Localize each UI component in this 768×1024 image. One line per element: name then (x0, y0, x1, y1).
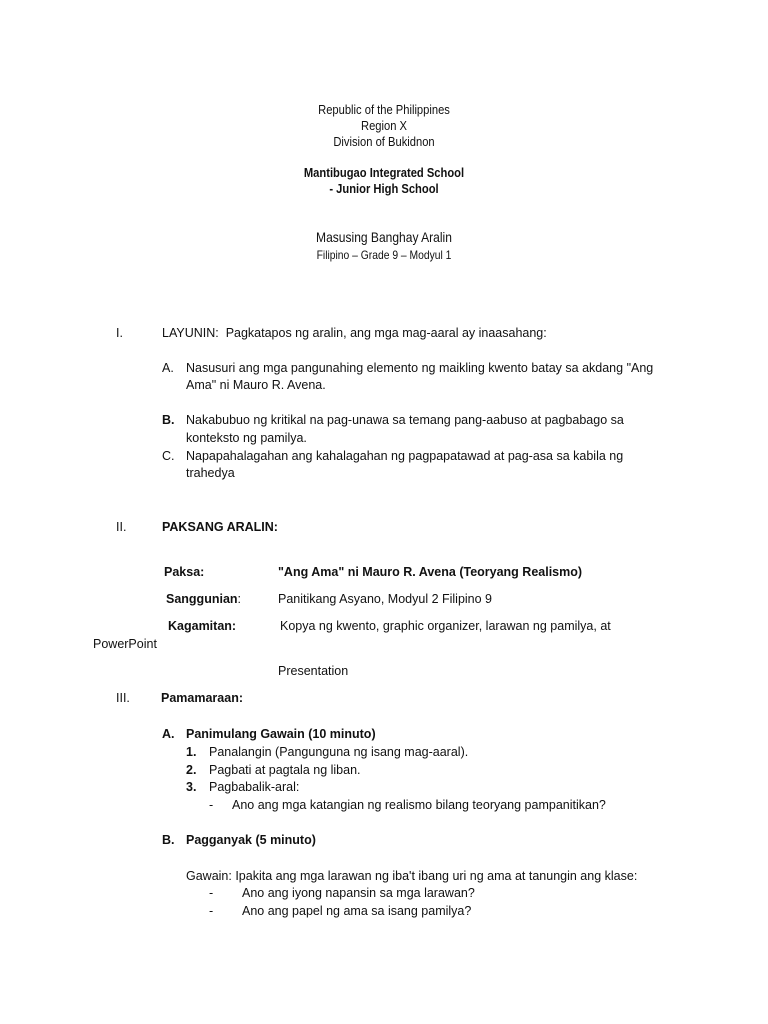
sanggunian-colon: : (237, 592, 242, 606)
section-1-label: LAYUNIN: (162, 326, 219, 340)
objective-c-line: Napapahalagahan ang kahalagahan ng pagpapatawad at pag-asa sa kabila ng (186, 449, 624, 463)
kagamitan-value: Kopya ng kwento, graphic organizer, larawan ng pamilya, at (280, 619, 611, 633)
school-name: Mantibugao Integrated School (303, 165, 465, 180)
section-1-heading (162, 325, 547, 341)
header-division: Division of Bukidnon (333, 134, 435, 149)
document-title: Masusing Banghay Aralin (316, 229, 452, 245)
objective-c-line: trahedya (186, 466, 235, 480)
activity-text: Gawain: Ipakita ang mga larawan ng iba't ibang uri ng ama at tanungin ang klase: (186, 869, 638, 883)
section-3-numeral: III. (116, 691, 130, 705)
section-1-numeral: I. (116, 326, 123, 340)
kagamitan-value-cont: Presentation (278, 664, 349, 678)
objective-a-line: Ama" ni Mauro R. Avena. (186, 378, 326, 392)
step-text: Pagbabalik-aral: (209, 780, 300, 794)
part-b-title: Pagganyak (5 minuto) (186, 833, 316, 847)
objective-b-line: konteksto ng pamilya. (186, 431, 307, 445)
section-2-numeral: II. (116, 520, 127, 534)
bullet-text: Ano ang papel ng ama sa isang pamilya? (242, 904, 472, 918)
objective-b-letter: B. (162, 413, 175, 427)
sanggunian-label: Sanggunian (166, 592, 238, 606)
sanggunian-label-wrap (166, 591, 241, 607)
school-level: - Junior High School (329, 181, 439, 196)
part-a-letter: A. (162, 727, 175, 741)
bullet-mark: - (209, 798, 214, 812)
header-republic: Republic of the Philippines (318, 102, 450, 117)
part-b-letter: B. (162, 833, 175, 847)
bullet-text: Ano ang iyong napansin sa mga larawan? (242, 886, 475, 900)
sanggunian-value: Panitikang Asyano, Modyul 2 Filipino 9 (278, 592, 493, 606)
step-number: 3. (186, 780, 197, 794)
bullet-mark: - (209, 904, 214, 918)
header-region: Region X (360, 118, 407, 133)
objective-c-letter: C. (162, 449, 175, 463)
objective-a-line: Nasusuri ang mga pangunahing elemento ng maikling kwento batay sa akdang "Ang (186, 361, 654, 375)
paksa-label: Paksa: (164, 565, 205, 579)
part-a-title: Panimulang Gawain (10 minuto) (186, 727, 376, 741)
bullet-mark: - (209, 886, 214, 900)
kagamitan-label: Kagamitan: (168, 619, 237, 633)
paksa-value: "Ang Ama" ni Mauro R. Avena (Teoryang Realismo) (278, 565, 583, 579)
document-subtitle: Filipino – Grade 9 – Modyul 1 (316, 248, 452, 262)
kagamitan-value-wrap: PowerPoint (93, 637, 157, 651)
bullet-text: Ano ang mga katangian ng realismo bilang teoryang pampanitikan? (232, 798, 606, 812)
section-2-label: PAKSANG ARALIN: (162, 520, 278, 534)
step-text: Pagbati at pagtala ng liban. (209, 763, 361, 777)
section-3-label: Pamamaraan: (161, 691, 243, 705)
step-number: 1. (186, 745, 197, 759)
step-text: Panalangin (Pangunguna ng isang mag-aaral). (209, 745, 469, 759)
objective-a-letter: A. (162, 361, 174, 375)
step-number: 2. (186, 763, 197, 777)
section-1-intro: Pagkatapos ng aralin, ang mga mag-aaral ay inaasahang: (225, 326, 547, 340)
objective-b-line: Nakabubuo ng kritikal na pag-unawa sa temang pang-aabuso at pagbabago sa (186, 413, 624, 427)
